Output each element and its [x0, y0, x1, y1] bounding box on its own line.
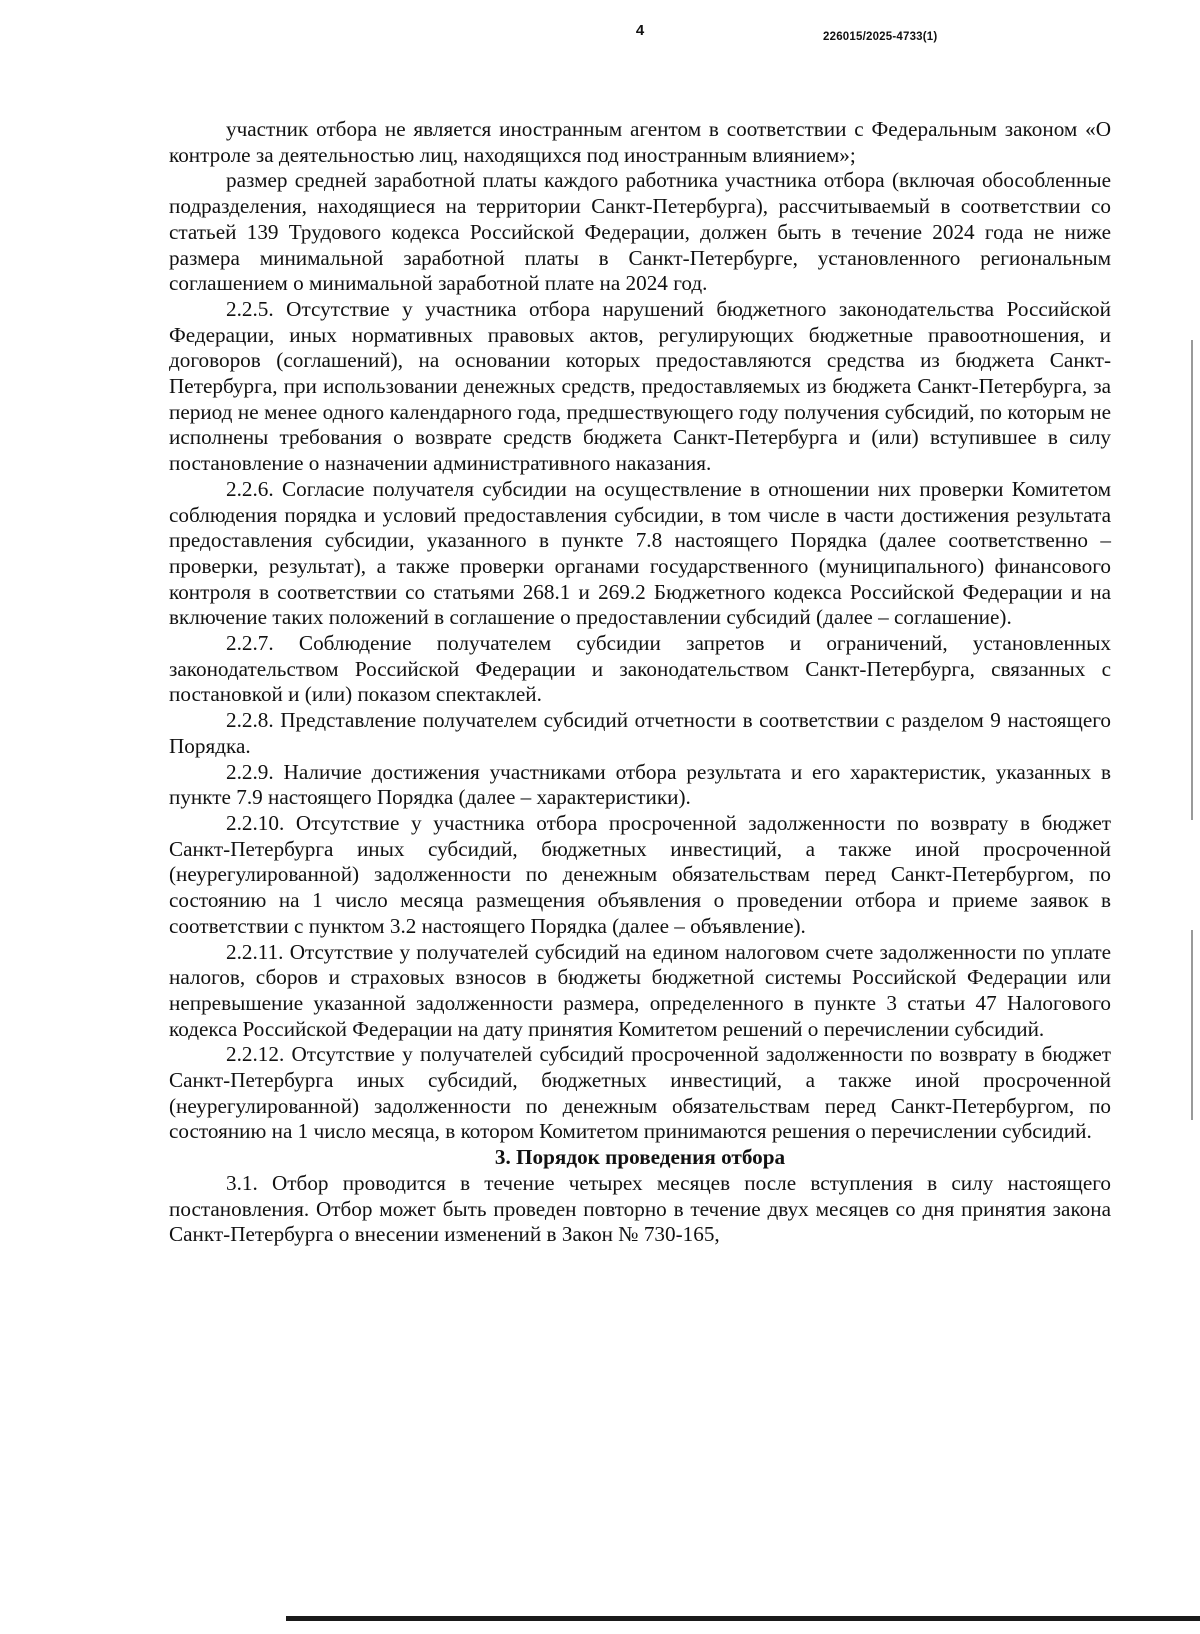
paragraph-2-2-12: 2.2.12. Отсутствие у получателей субсидий просроченной задолженности по возврату в бюджет Санкт-Петербурга иных субсидий, бюджетных инвестиций, а также иной просроченной (неурегулированной) задолженности по денежным обязательствам перед Санкт-Петербургом, по состоянию на 1 число месяца, в котором Комитетом принимаются решения о перечислении субсидий. [169, 1042, 1111, 1144]
section-title: 3. Порядок проведения отбора [494, 1145, 786, 1170]
paragraph-2-2-9: 2.2.9. Наличие достижения участниками отбора результата и его характеристик, указанных в пункте 7.9 настоящего Порядка (далее – характеристики). [169, 759, 1111, 810]
paragraph-3-1: 3.1. Отбор проводится в течение четырех месяцев после вступления в силу настоящего постановления. Отбор может быть проведен повторно в течение двух месяцев со дня принятия закона Санкт-Петербурга о внесении изменений в Закон № 730-165, [169, 1170, 1111, 1247]
paragraph-2-2-6: 2.2.6. Согласие получателя субсидии на осуществление в отношении них проверки Комитетом соблюдения порядка и условий предоставления субсидии, в том числе в части достижения результата предоставления субсидии, указанного в пункте 7.8 настоящего Порядка (далее соответственно – проверки, результат), а также проверки органами государственного (муниципального) финансового контроля в соответствии со статьями 268.1 и 269.2 Бюджетного кодекса Российской Федерации и на включение таких положений в соглашение о предоставлении субсидий (далее – соглашение). [169, 476, 1111, 630]
scan-margin-mark [1191, 930, 1193, 1120]
paragraph-2-2-8: 2.2.8. Представление получателем субсидий отчетности в соответствии с разделом 9 настоящего Порядка. [169, 708, 1111, 758]
scan-margin-mark [1191, 340, 1193, 820]
document-id: 226015/2025-4733(1) [823, 31, 938, 43]
paragraph-2-2-7: 2.2.7. Соблюдение получателем субсидии запретов и ограничений, установленных законодательством Российской Федерации и законодательством Санкт-Петербурга, связанных с постановкой и (или) показом спектаклей. [169, 631, 1111, 707]
paragraph-average-salary: размер средней заработной платы каждого работника участника отбора (включая обособленные подразделения, находящиеся на территории Санкт-Петербурга), рассчитываемый в соответствии со статьей 139 Трудового кодекса Российской Федерации, должен быть в течение 2024 года не ниже размера минимальной заработной платы в Санкт-Петербурге, установленного региональным соглашением о минимальной заработной плате на 2024 год. [169, 168, 1111, 296]
scan-bottom-edge [286, 1616, 1200, 1621]
paragraph-2-2-11: 2.2.11. Отсутствие у получателей субсидий на едином налоговом счете задолженности по уплате налогов, сборов и страховых взносов в бюджеты бюджетной системы Российской Федерации или непревышение указанной задолженности размера, определенного в пункте 3 статьи 47 Налогового кодекса Российской Федерации на дату принятия Комитетом решений о перечислении субсидий. [169, 939, 1111, 1041]
page-number: 4 [635, 22, 645, 39]
paragraph-foreign-agent: участник отбора не является иностранным агентом в соответствии с Федеральным законом «О контроле за деятельностью лиц, находящихся под иностранным влиянием»; [169, 117, 1111, 167]
document-body [169, 117, 1111, 1248]
paragraph-2-2-10: 2.2.10. Отсутствие у участника отбора просроченной задолженности по возврату в бюджет Санкт-Петербурга иных субсидий, бюджетных инвестиций, а также иной просроченной (неурегулированной) задолженности по денежным обязательствам перед Санкт-Петербургом, по состоянию на 1 число месяца размещения объявления о проведении отбора и приеме заявок в соответствии с пунктом 3.2 настоящего Порядка (далее – объявление). [169, 810, 1111, 938]
paragraph-2-2-5: 2.2.5. Отсутствие у участника отбора нарушений бюджетного законодательства Российской Федерации, иных нормативных правовых актов, регулирующих бюджетные правоотношения, и договоров (соглашений), на основании которых предоставляются средства из бюджета Санкт-Петербурга, при использовании денежных средств, предоставляемых из бюджета Санкт-Петербурга, за период не менее одного календарного года, предшествующего году получения субсидий, по которым не исполнены требования о возврате средств бюджета Санкт-Петербурга и (или) вступившее в силу постановление о назначении административного наказания. [169, 296, 1111, 476]
